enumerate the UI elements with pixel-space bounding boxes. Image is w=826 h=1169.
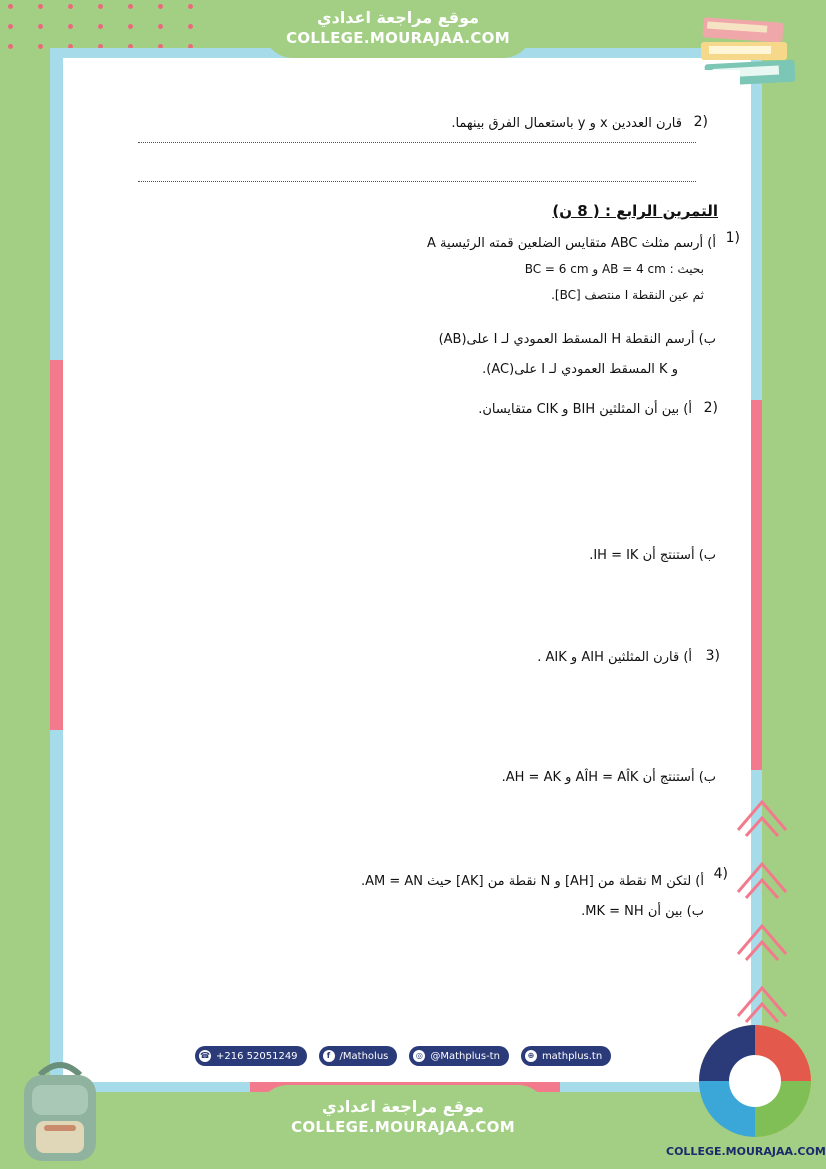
phone-number: +216 52051249 [216, 1050, 298, 1062]
backpack-icon [10, 1055, 110, 1167]
subjects-wheel-icon [696, 1022, 814, 1140]
banner-site-url[interactable]: COLLEGE.MOURAJAA.COM [286, 29, 510, 47]
contact-bar [195, 1046, 611, 1066]
answer-line [138, 181, 696, 182]
question-number: 3) [705, 648, 720, 664]
chevron-up-icon [734, 914, 790, 970]
q1-b-line1: ب) أرسم النقطة H المسقط العمودي لـ I على(AB) [438, 332, 716, 347]
banner-site-url[interactable]: COLLEGE.MOURAJAA.COM [291, 1118, 515, 1136]
website-pill[interactable] [521, 1046, 611, 1066]
frame-accent-right [751, 400, 762, 770]
question-number: 2) [703, 400, 718, 416]
q2-a: أ) بين أن المثلثين BIH و CIK متقايسان. [478, 402, 692, 417]
question-number: 2) [693, 114, 708, 130]
chevron-up-icon [734, 852, 790, 908]
question-2-text: قارن العددين x و y باستعمال الفرق بينهما. [451, 116, 682, 131]
facebook-handle: /Matholus [339, 1050, 389, 1062]
instagram-pill[interactable] [409, 1046, 509, 1066]
q3-b: ب) أستنتج أن AÎH = AÎK و AH = AK. [501, 770, 716, 785]
banner-arabic-title: موقع مراجعة اعدادي [316, 8, 480, 27]
q3-a: أ) قارن المثلثين AIH و AIK . [537, 650, 692, 665]
q1-a-line3: ثم عين النقطة I منتصف [BC]. [551, 288, 704, 302]
answer-line [138, 142, 696, 143]
q2-b: ب) أستنتج أن IH = IK. [589, 548, 716, 563]
phone-icon: ☎ [200, 1051, 210, 1060]
instagram-handle: @Mathplus-tn [430, 1050, 500, 1062]
worksheet-page [80, 70, 740, 1070]
facebook-pill[interactable] [319, 1046, 398, 1066]
facebook-icon: f [323, 1050, 335, 1062]
question-number: 1) [725, 230, 740, 246]
frame-accent-left [50, 360, 63, 730]
phone-pill[interactable] [195, 1046, 307, 1066]
brand-url[interactable]: COLLEGE.MOURAJAA.COM [666, 1145, 826, 1158]
website-url: mathplus.tn [541, 1050, 603, 1062]
q1-a-line2: بحيث : AB = 4 cm و BC = 6 cm [524, 262, 704, 276]
q4-a: أ) لتكن M نقطة من [AH] و N نقطة من [AK] حيث AM = AN. [361, 874, 704, 889]
bottom-banner [258, 1085, 548, 1169]
instagram-icon: ◎ [413, 1050, 425, 1062]
banner-arabic-title: موقع مراجعة اعدادي [321, 1097, 485, 1116]
q1-b-line2: و K المسقط العمودي لـ I على(AC). [482, 362, 678, 377]
globe-icon: ⊕ [525, 1050, 537, 1062]
top-banner [263, 0, 533, 58]
chevron-up-icon [734, 790, 790, 846]
question-number: 4) [713, 866, 728, 882]
q4-b: ب) بين أن MK = NH. [581, 904, 704, 919]
exercise-title: التمرين الرابع : ( 8 ن) [552, 202, 718, 220]
q1-a-line1: أ) أرسم مثلث ABC متقايس الضلعين قمته الرئيسية A [427, 236, 716, 251]
